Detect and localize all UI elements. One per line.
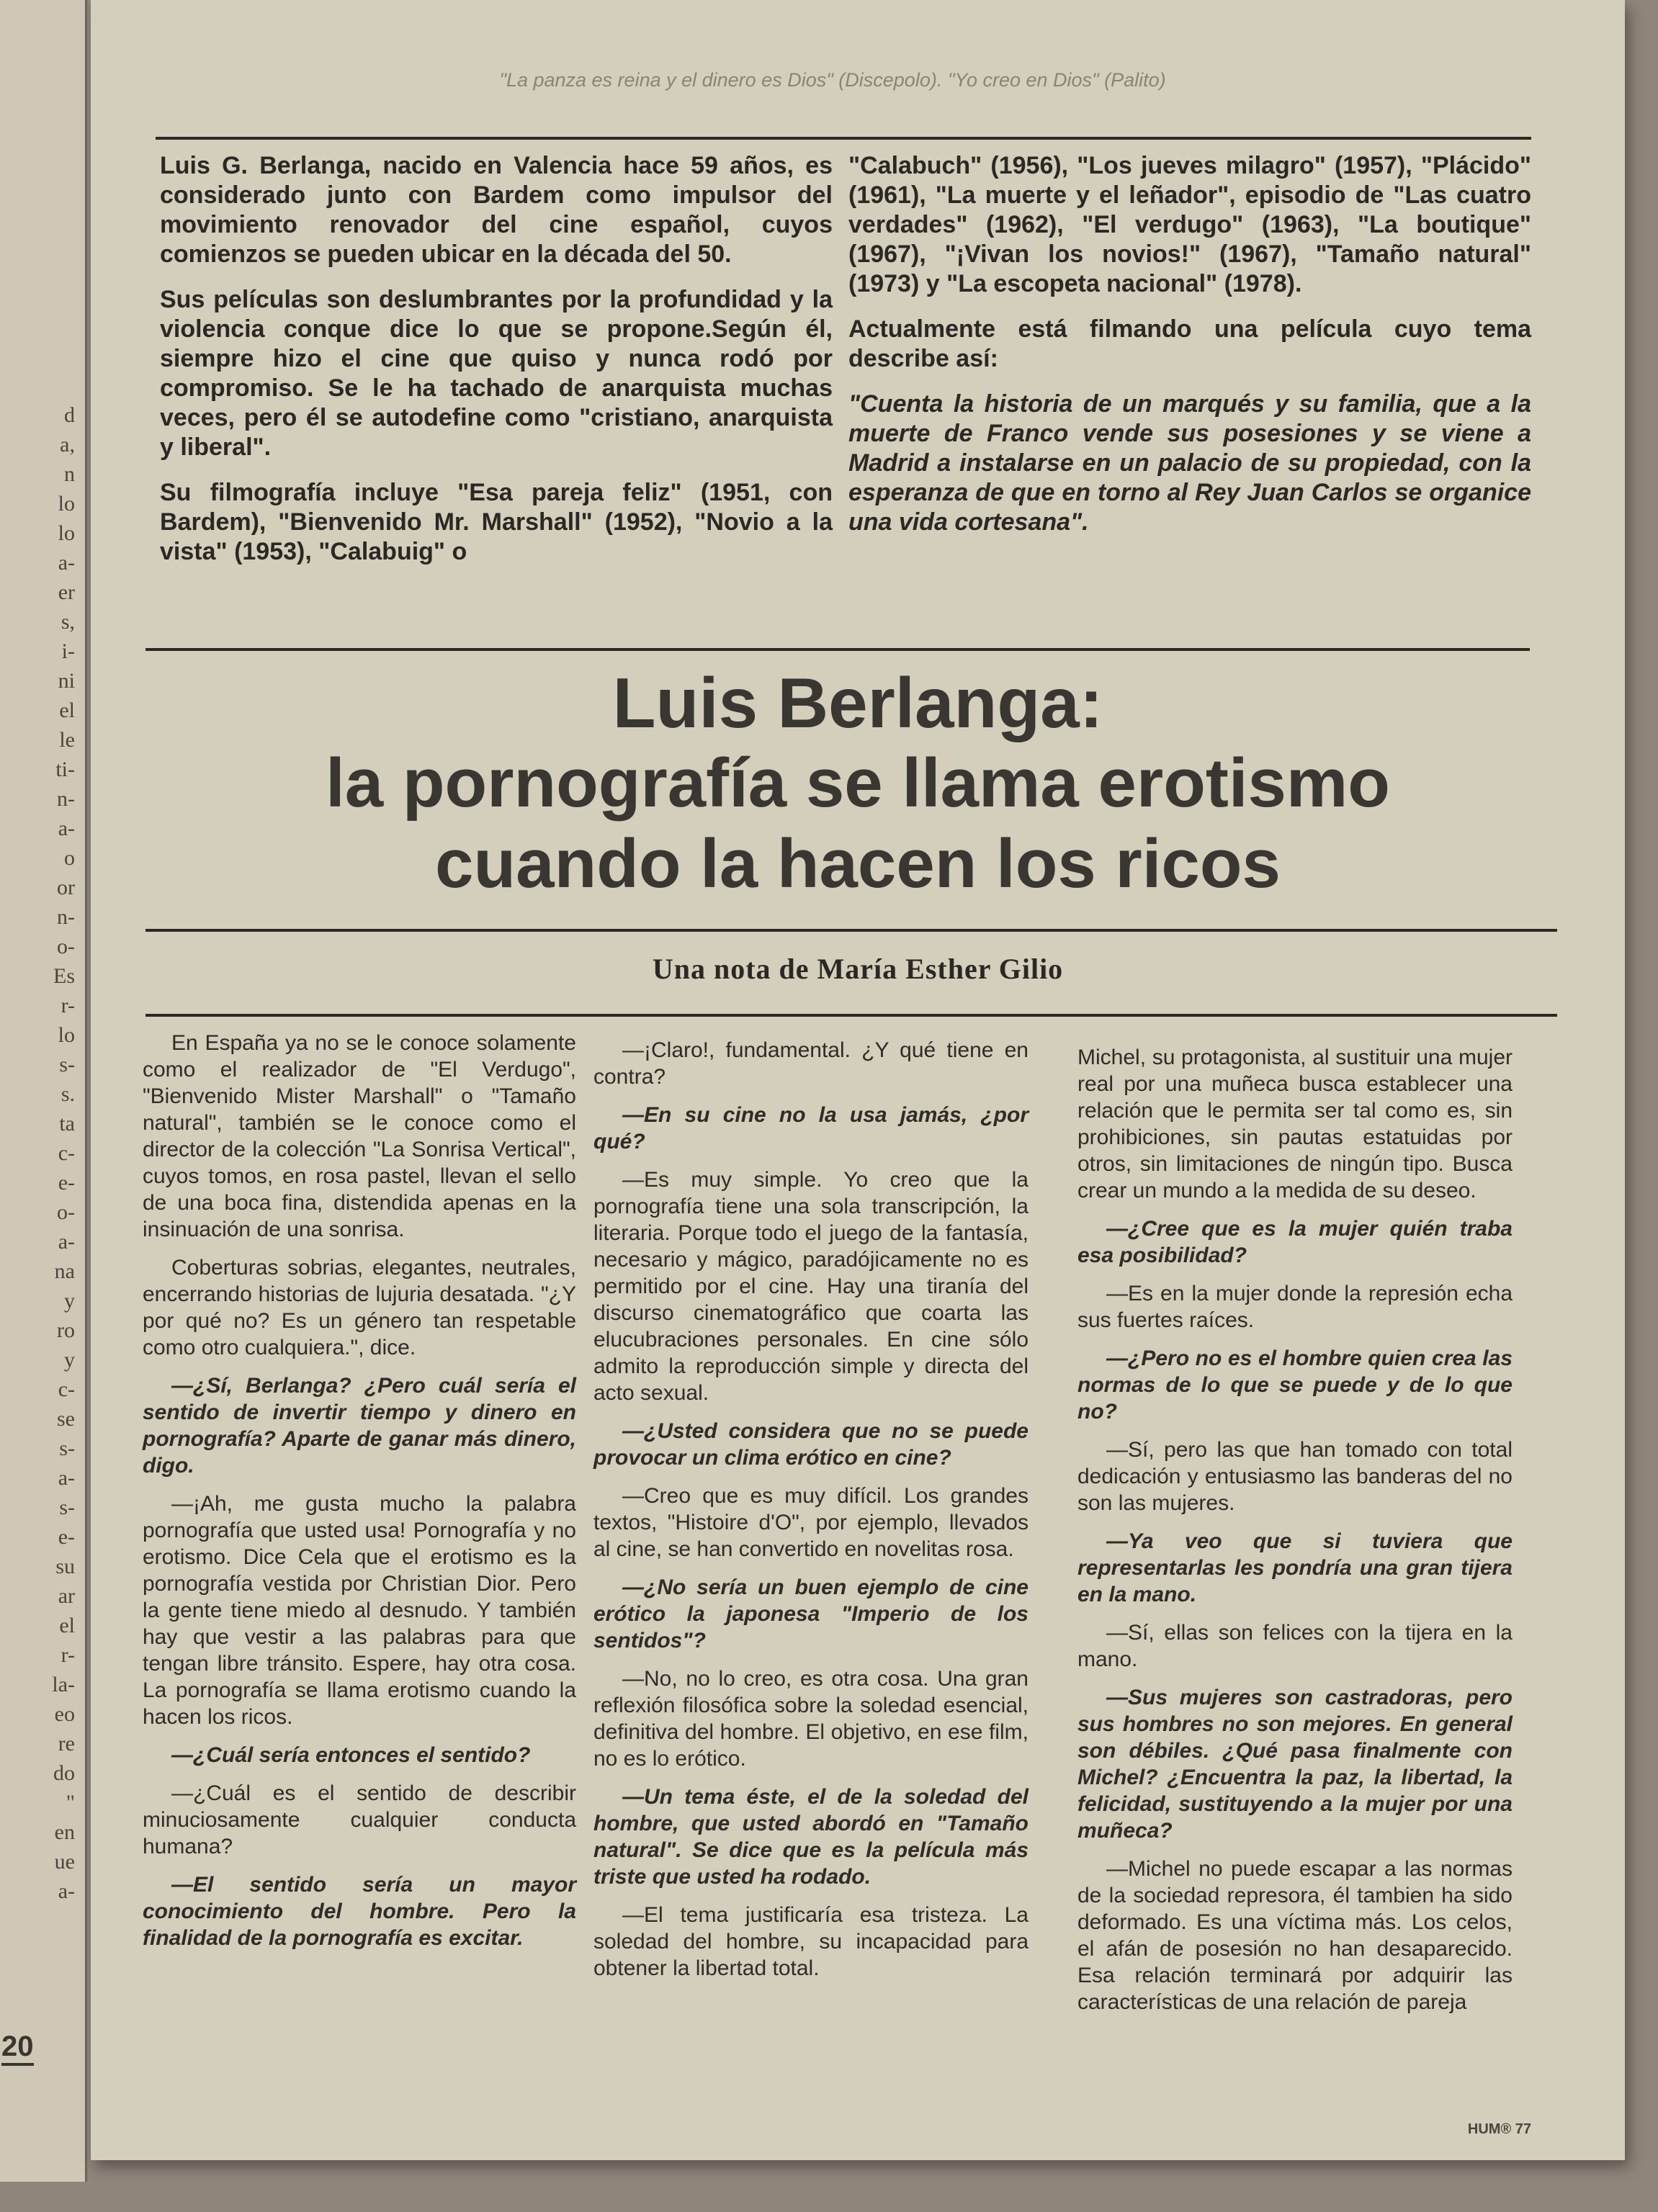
previous-page-fragment: lo bbox=[58, 521, 75, 545]
article-paragraph: —¿Cuál es el sentido de describir minuciosamente cualquier conducta humana? bbox=[143, 1781, 576, 1858]
previous-page-fragment: ni bbox=[58, 669, 75, 693]
previous-page-fragment: na bbox=[54, 1259, 75, 1283]
headline-line-1: Luis Berlanga: bbox=[612, 663, 1103, 742]
previous-page-fragment: er bbox=[58, 580, 75, 604]
page-footer: HUM® 77 bbox=[1467, 2121, 1531, 2137]
interview-question: —Un tema éste, el de la soledad del hombre, que usted abordó en "Tamaño natural". Se dice que es la película más triste que usted ha rodado. bbox=[593, 1785, 1029, 1889]
headline-line-3: cuando la hacen los ricos bbox=[435, 825, 1281, 902]
intro-paragraph: Su filmografía incluye "Esa pareja feliz" (1951, con Bardem), "Bienvenido Mr. Marshall" (1952), "Novio a la vista" (1953), "Calabuig" o bbox=[160, 479, 833, 565]
previous-page-fragment: n- bbox=[57, 787, 75, 811]
previous-page-fragment: lo bbox=[58, 1023, 75, 1047]
article-paragraph: —¡Ah, me gusta mucho la palabra pornografía que usted usa! Pornografía y no erotismo. Dice Cela que el erotismo es la pornografía vestida por Christian Dior. Pero la gente tiene miedo al desnudo. Y también hay que vestir a las palabras para que tengan libre tránsito. Espere, hay otra cosa. La pornografía se llama erotismo cuando la hacen los ricos. bbox=[143, 1492, 576, 1729]
interview-question: —¿No sería un buen ejemplo de cine erótico la japonesa "Imperio de los sentidos"? bbox=[593, 1575, 1029, 1653]
previous-page-fragment: el bbox=[59, 698, 75, 722]
article-paragraph: —Sí, pero las que han tomado con total dedicación y entusiasmo las banderas del no son las mujeres. bbox=[1077, 1438, 1513, 1515]
interview-question: —¿Usted considera que no se puede provocar un clima erótico en cine? bbox=[593, 1419, 1029, 1470]
previous-page-fragment: a- bbox=[58, 1879, 75, 1903]
interview-question: —Ya veo que si tuviera que representarlas les pondría una gran tijera en la mano. bbox=[1077, 1529, 1513, 1606]
previous-page-fragment: re bbox=[58, 1732, 75, 1755]
previous-page-fragment: o bbox=[64, 846, 75, 870]
article-paragraph: Coberturas sobrias, elegantes, neutrales, encerrando historias de lujuria desatada. "¿Y por qué no? Es un género tan respetable como otro cualquiera.", dice. bbox=[143, 1256, 576, 1359]
previous-page-fragment: en bbox=[54, 1820, 75, 1844]
previous-page-fragment: a- bbox=[58, 551, 75, 575]
previous-page-fragment: c- bbox=[58, 1377, 75, 1401]
previous-page-fragment: a- bbox=[58, 817, 75, 840]
previous-page-fragment: la- bbox=[52, 1673, 75, 1696]
previous-page-fragment: e- bbox=[58, 1171, 75, 1195]
headline-line-2: la pornografía se llama erotismo bbox=[326, 745, 1390, 822]
headline bbox=[91, 662, 1625, 904]
headline-top-rule bbox=[145, 648, 1530, 651]
article-paragraph: Michel, su protagonista, al sustituir una mujer real por una muñeca busca establecer una relación que le permita ser tal como es, sin prohibiciones, sin pautas estatuidas por otros, sin limitaciones de ningún tipo. Busca crear un mundo a la medida de su deseo. bbox=[1077, 1046, 1513, 1202]
article-paragraph: —¡Claro!, fundamental. ¿Y qué tiene en contra? bbox=[593, 1038, 1029, 1089]
previous-page-fragment: Es bbox=[53, 964, 75, 988]
previous-page-fragment: s- bbox=[59, 1496, 75, 1519]
previous-page-fragment: i- bbox=[61, 639, 75, 663]
article-paragraph: —No, no lo creo, es otra cosa. Una gran reflexión filosófica sobre la soledad esencial, definitiva del hombre. El objetivo, en ese film, no es lo erótico. bbox=[593, 1667, 1029, 1771]
previous-page-fragment: a, bbox=[60, 433, 75, 457]
previous-page-fragment: lo bbox=[58, 492, 75, 516]
intro-film-quote: "Cuenta la historia de un marqués y su familia, que a la muerte de Franco vende sus posesiones y se viene a Madrid a instalarse en un palacio de su propiedad, con la esperanza de que en torno al Rey Juan Carlos se organice una vida cortesana". bbox=[848, 390, 1531, 536]
article-paragraph: —Creo que es muy difícil. Los grandes textos, "Histoire d'O", por ejemplo, llevados al cine, se han convertido en novelitas rosa. bbox=[593, 1484, 1029, 1561]
previous-page-fragment: s, bbox=[61, 610, 75, 634]
interview-question: —¿Cree que es la mujer quién traba esa posibilidad? bbox=[1077, 1217, 1513, 1267]
previous-page-folio: 20 bbox=[1, 2031, 34, 2066]
intro-paragraph: Actualmente está filmando una película cuyo tema describe así: bbox=[848, 315, 1531, 372]
article-paragraph: —Es en la mujer donde la represión echa sus fuertes raíces. bbox=[1077, 1282, 1513, 1332]
previous-page-fragment: do bbox=[53, 1761, 75, 1785]
previous-page-fragment: a- bbox=[58, 1466, 75, 1490]
previous-page-fragment: s- bbox=[59, 1053, 75, 1076]
magazine-page bbox=[91, 0, 1625, 2160]
previous-page-fragment: o- bbox=[57, 1200, 75, 1224]
interview-question: —¿Sí, Berlanga? ¿Pero cuál sería el sentido de invertir tiempo y dinero en pornografía? Aparte de ganar más dinero, digo. bbox=[143, 1374, 576, 1478]
previous-page-fragment: se bbox=[57, 1407, 75, 1431]
previous-page-fragment: y bbox=[64, 1289, 75, 1313]
article-paragraph: —Es muy simple. Yo creo que la pornografía tiene una sola transcripción, la literaria. Porque todo el juego de la fantasía, necesario y mágico, paradójicamente no es permitido por el cine. Hay una tiranía del discurso cinematográfico que coarta las elucubraciones personales. En cine sólo admito la reproducción simple y directa del acto sexual. bbox=[593, 1168, 1029, 1405]
previous-page-fragment: r- bbox=[61, 1643, 75, 1667]
previous-page-edge bbox=[0, 0, 87, 2182]
previous-page-fragment: n- bbox=[57, 905, 75, 929]
article-paragraph: —Sí, ellas son felices con la tijera en la mano. bbox=[1077, 1621, 1513, 1671]
previous-page-fragment: o- bbox=[57, 935, 75, 958]
article-column-3 bbox=[1077, 1044, 1513, 2027]
previous-page-fragment: or bbox=[57, 876, 75, 899]
previous-page-fragment: r- bbox=[61, 994, 75, 1017]
previous-page-fragment: ta bbox=[59, 1112, 75, 1136]
interview-question: —¿Cuál sería entonces el sentido? bbox=[171, 1743, 531, 1767]
intro-column-left bbox=[160, 151, 833, 583]
previous-page-fragment: su bbox=[55, 1555, 75, 1578]
previous-page-fragment: n bbox=[64, 462, 75, 486]
article-paragraph: —Michel no puede escapar a las normas de la sociedad represora, él tambien ha sido deformado. Es una víctima más. Los celos, el afán de posesión no han desaparecido. Esa relación terminará por adquirir las características de una relación de pareja bbox=[1077, 1857, 1513, 2014]
interview-question: —En su cine no la usa jamás, ¿por qué? bbox=[593, 1103, 1029, 1154]
previous-page-fragment: eo bbox=[54, 1702, 75, 1726]
previous-page-fragment: e- bbox=[58, 1525, 75, 1549]
interview-question: —El sentido sería un mayor conocimiento del hombre. Pero la finalidad de la pornografía es excitar. bbox=[143, 1873, 576, 1950]
previous-page-fragment: a- bbox=[58, 1230, 75, 1254]
previous-page-fragment: y bbox=[64, 1348, 75, 1372]
article-paragraph: —El tema justificaría esa tristeza. La soledad del hombre, su incapacidad para obtener la libertad total. bbox=[593, 1903, 1029, 1980]
intro-column-right bbox=[848, 151, 1531, 553]
headline-bottom-rule bbox=[145, 929, 1557, 932]
byline: Una nota de María Esther Gilio bbox=[652, 953, 1064, 985]
previous-page-fragment: ro bbox=[57, 1318, 75, 1342]
previous-page-fragment: d bbox=[64, 403, 75, 427]
header-quote: "La panza es reina y el dinero es Dios" (Discepolo). "Yo creo en Dios" (Palito) bbox=[499, 69, 1166, 91]
intro-paragraph: "Calabuch" (1956), "Los jueves milagro" (1957), "Plácido" (1961), "La muerte y el leñador", episodio de "Las cuatro verdades" (1962), "El verdugo" (1963), "La boutique" (1967), "¡Vivan los novios!" (1967), "Tamaño natural" (1973) y "La escopeta nacional" (1978). bbox=[848, 152, 1531, 297]
intro-paragraph: Sus películas son deslumbrantes por la profundidad y la violencia conque dice lo que se propone.Según él, siempre hizo el cine que quiso y nunca rodó por compromiso. Se le ha tachado de anarquista muchas veces, pero él se autodefine como "cristiano, anarquista y liberal". bbox=[160, 286, 833, 461]
previous-page-fragment: s. bbox=[61, 1082, 75, 1106]
previous-page-fragment: ti- bbox=[55, 757, 75, 781]
previous-page-fragment: s- bbox=[59, 1437, 75, 1460]
previous-page-fragment: el bbox=[59, 1614, 75, 1637]
article-column-2 bbox=[593, 1037, 1029, 1993]
byline-bottom-rule bbox=[145, 1014, 1557, 1017]
previous-page-fragment: le bbox=[59, 728, 75, 752]
previous-page-fragment: ar bbox=[58, 1584, 75, 1608]
previous-page-fragment: c- bbox=[58, 1141, 75, 1165]
interview-question: —Sus mujeres son castradoras, pero sus hombres no son mejores. En general son débiles. ¿Qué pasa finalmente con Michel? ¿Encuentra la paz, la libertad, la felicidad, sustituyendo a la mujer por una muñeca? bbox=[1077, 1686, 1513, 1843]
article-column-1 bbox=[143, 1030, 576, 1963]
interview-question: —¿Pero no es el hombre quien crea las normas de lo que se puede y de lo que no? bbox=[1077, 1346, 1513, 1424]
previous-page-fragment: " bbox=[66, 1791, 75, 1815]
intro-paragraph: Luis G. Berlanga, nacido en Valencia hace 59 años, es considerado junto con Bardem como impulsor del movimiento renovador del cine español, cuyos comienzos se pueden ubicar en la década del 50. bbox=[160, 152, 833, 268]
top-rule bbox=[156, 137, 1531, 140]
previous-page-fragment: ue bbox=[54, 1850, 75, 1874]
article-paragraph: En España ya no se le conoce solamente como el realizador de "El Verdugo", "Bienvenido Mister Marshall" o "Tamaño natural", también se le conoce como el director de la colección "La Sonrisa Vertical", cuyos tomos, en rosa pastel, llevan el sello de una boca fina, distendida apenas en la insinuación de una sonrisa. bbox=[143, 1031, 576, 1241]
